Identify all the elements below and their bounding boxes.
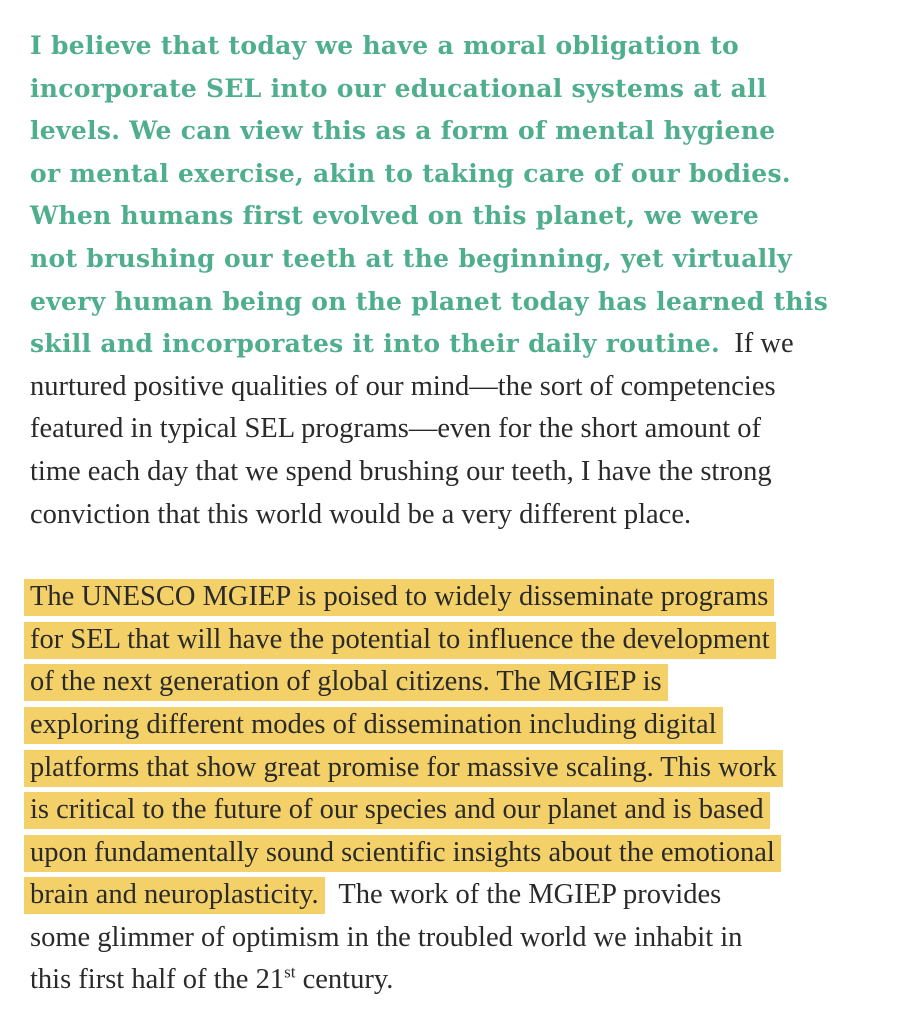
article-body [30, 25, 900, 1002]
body-line: time each day that we spend brushing our teeth, I have the strong [30, 455, 772, 487]
mixed-line [30, 874, 900, 917]
quote-line: I believe that today we have a moral obligation to [30, 31, 740, 60]
body-line: nurtured positive qualities of our mind—the sort of competencies [30, 370, 776, 402]
body-text: century. [295, 964, 394, 996]
body-line [30, 959, 900, 1002]
highlighted-line [30, 832, 900, 875]
highlighted-line [30, 789, 900, 832]
highlighted-line [30, 747, 900, 790]
highlighted-text: The UNESCO MGIEP is poised to widely disseminate programs [24, 579, 774, 616]
highlighted-text: for SEL that will have the potential to influence the development [24, 622, 776, 659]
paragraph-gap [30, 536, 900, 576]
body-text: this first half of the 21 [30, 964, 285, 996]
body-line: featured in typical SEL programs—even for the short amount of [30, 413, 762, 445]
highlighted-text: of the next generation of global citizens. The MGIEP is [24, 664, 668, 701]
paragraph-1 [30, 25, 900, 536]
highlighted-line [30, 619, 900, 662]
body-text: The work of the MGIEP provides [338, 879, 722, 911]
quote-line: skill and incorporates it into their daily routine. [30, 329, 721, 359]
highlighted-text: brain and neuroplasticity. [24, 877, 325, 914]
quote-line: incorporate SEL into our educational systems at all [30, 73, 767, 103]
quote-line: When humans first evolved on this planet, we were [30, 201, 760, 231]
highlighted-text: exploring different modes of dissemination including digital [24, 707, 723, 744]
quote-line: not brushing our teeth at the beginning, yet virtually [30, 243, 793, 273]
mixed-line [30, 323, 900, 366]
highlighted-line [30, 661, 900, 704]
highlighted-line [30, 704, 900, 747]
ordinal-suffix: st [284, 962, 296, 982]
highlighted-text: upon fundamentally sound scientific insights about the emotional [24, 835, 781, 872]
body-line: conviction that this world would be a very different place. [30, 498, 692, 530]
paragraph-2 [30, 576, 900, 1002]
quote-line: every human being on the planet today has learned this [30, 286, 829, 316]
body-line: some glimmer of optimism in the troubled world we inhabit in [30, 921, 743, 953]
quote-line: or mental exercise, akin to taking care of our bodies. [30, 158, 791, 188]
highlighted-text: is critical to the future of our species and our planet and is based [24, 792, 770, 829]
highlighted-text: platforms that show great promise for massive scaling. This work [24, 750, 783, 787]
body-text: If we [734, 328, 794, 360]
highlighted-line [30, 576, 900, 619]
quote-line: levels. We can view this as a form of mental hygiene [30, 116, 776, 146]
